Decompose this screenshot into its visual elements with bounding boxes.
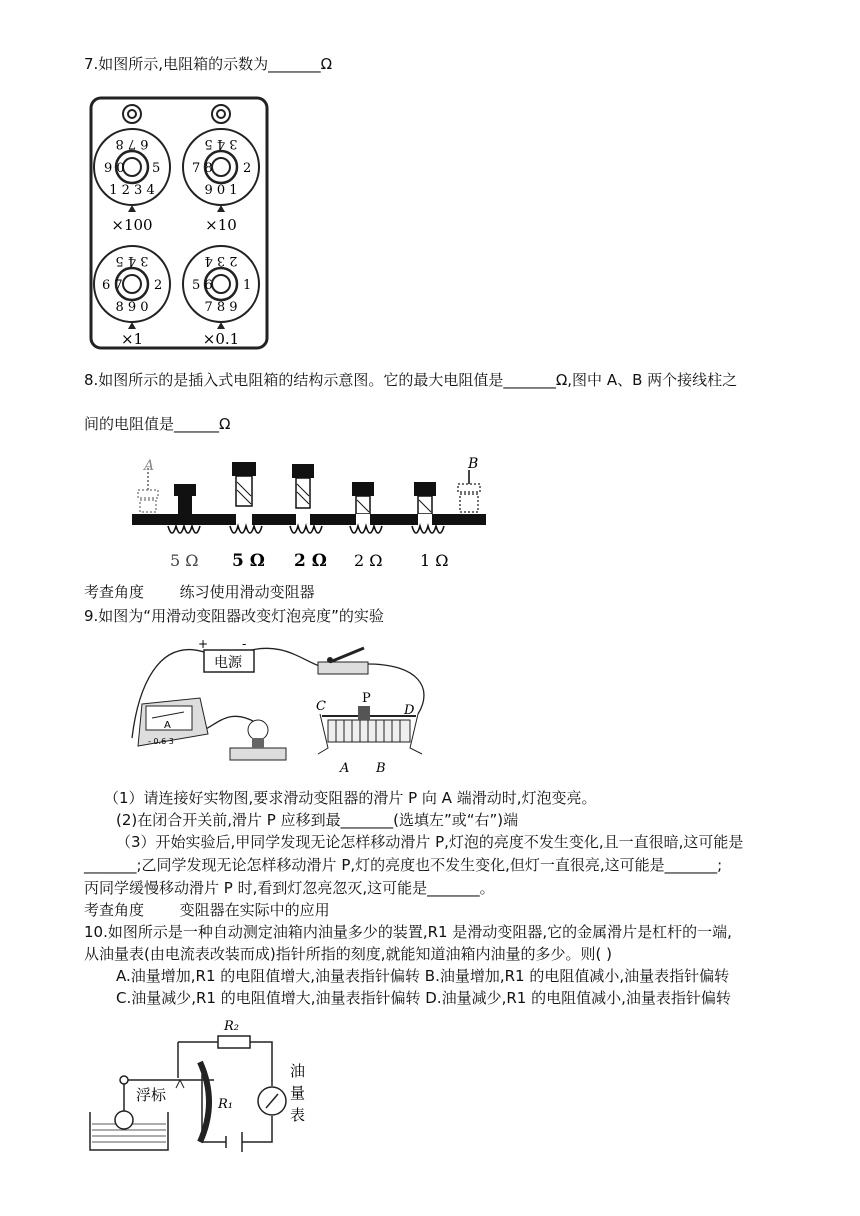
svg-text:7 8 9: 7 8 9 (204, 300, 238, 315)
svg-text:5 6: 5 6 (192, 278, 213, 293)
plug-1 (232, 462, 256, 506)
svg-text:3 4 5: 3 4 5 (204, 136, 238, 151)
r1-label: R₁ (218, 1097, 233, 1112)
r2-label: R₂ (224, 1019, 239, 1034)
q9-sub3-line1: （3）开始实验后,甲同学发现无论怎样移动滑片 P,灯泡的亮度不发生变化,且一直很暗,这可能是 (116, 833, 744, 851)
switch (318, 648, 368, 674)
power-supply (204, 650, 254, 672)
svg-text:1: 1 (243, 278, 252, 293)
svg-text:3 4 5: 3 4 5 (115, 253, 149, 268)
svg-text:2: 2 (154, 278, 163, 293)
terminal-b (458, 470, 480, 512)
q10-options-line1: A.油量增加,R1 的电阻值增大,油量表指针偏转 B.油量增加,R1 的电阻值减小,油量表指针偏转 (116, 967, 730, 985)
svg-text:5: 5 (152, 161, 161, 176)
dial-x100-label: ×100 (111, 216, 153, 234)
q9-sub2: (2)在闭合开关前,滑片 P 应移到最_______(选填左”或“右”)端 (116, 811, 519, 829)
svg-text:2 3 4: 2 3 4 (204, 253, 238, 268)
q8-text-line1: 8.如图所示的是插入式电阻箱的结构示意图。它的最大电阻值是_______Ω,图中 A、B 两个接线柱之 (84, 371, 738, 389)
q9-sub1: （1）请连接好实物图,要求滑动变阻器的滑片 P 向 A 端滑动时,灯泡变亮。 (104, 789, 597, 807)
svg-text:8 9 0: 8 9 0 (115, 300, 149, 315)
q7-text: 7.如图所示,电阻箱的示数为_______Ω (84, 55, 333, 73)
plug-4 (414, 482, 436, 514)
float-label: 浮标 (136, 1086, 167, 1104)
p-label: P (362, 691, 371, 706)
q9-circuit-figure (118, 628, 438, 778)
a-label: A (340, 761, 350, 776)
q9-sub3-line2: _______;乙同学发现无论怎样移动滑片 P,灯的亮度也不发生变化,但灯一直很亮,这可能是_______; (84, 856, 723, 874)
minus-label: - (242, 637, 247, 651)
dial-x10-label: ×10 (205, 216, 237, 234)
svg-text:6 7 8: 6 7 8 (115, 136, 149, 151)
ammeter-label: A (164, 720, 171, 731)
svg-text:7 8: 7 8 (192, 161, 213, 176)
r2-resistor (218, 1036, 250, 1048)
terminal-a (138, 468, 158, 512)
plus-label: + (198, 637, 209, 651)
c-label: C (316, 699, 326, 714)
svg-text:2: 2 (243, 161, 252, 176)
q10-options-line2: C.油量减少,R1 的电阻值增大,油量表指针偏转 D.油量减少,R1 的电阻值减小,油量表指针偏转 (116, 989, 731, 1007)
plug-2 (292, 464, 314, 508)
resistor-label-4: 2 Ω (354, 551, 383, 570)
svg-text:1 2 3 4: 1 2 3 4 (109, 183, 155, 198)
dial-x0-1-label: ×0.1 (202, 330, 240, 348)
section2-topic: 变阻器在实际中的应用 (179, 901, 330, 919)
section1-heading (84, 582, 315, 602)
oil-meter (258, 1087, 286, 1115)
section2-heading (84, 900, 330, 920)
section2-label: 考查角度 (84, 901, 145, 919)
plug-3 (352, 482, 374, 514)
terminal-b-label: B (468, 456, 479, 472)
meter-label-3: 表 (290, 1106, 306, 1124)
meter-label-1: 油 (290, 1062, 306, 1080)
b-label: B (376, 761, 386, 776)
q10-text-line1: 10.如图所示是一种自动测定油箱内油量多少的装置,R1 是滑动变阻器,它的金属滑片是杠杆的一端, (84, 923, 732, 941)
power-label: 电源 (214, 655, 242, 671)
q9-text: 9.如图为“用滑动变阻器改变灯泡亮度”的实验 (84, 607, 384, 625)
svg-text:9 0: 9 0 (104, 161, 125, 176)
q8-text-line2: 间的电阻值是______Ω (84, 415, 231, 433)
ammeter-scale: - 0.6 3 (148, 737, 174, 746)
ammeter (138, 698, 208, 746)
dial-x1-label: ×1 (120, 330, 144, 348)
q10-text-line2: 从油量表(由电流表改装而成)指针所指的刻度,就能知道油箱内油量的多少。则( ) (84, 945, 612, 963)
q8-plug-resistance-box-figure (118, 456, 490, 574)
bulb (230, 720, 286, 760)
resistor-label-3: 2 Ω (294, 551, 327, 571)
resistor-label-2: 5 Ω (232, 551, 265, 571)
meter-label-2: 量 (290, 1084, 306, 1102)
resistor-label-5: 1 Ω (420, 551, 449, 570)
svg-text:6 7: 6 7 (102, 278, 123, 293)
q7-resistance-box-figure (88, 96, 270, 352)
svg-text:9 0 1: 9 0 1 (204, 183, 238, 198)
q10-oil-gauge-figure (86, 1012, 326, 1154)
d-label: D (404, 703, 415, 718)
section1-topic: 练习使用滑动变阻器 (179, 583, 315, 601)
q9-sub3-line3: 丙同学缓慢移动滑片 P 时,看到灯忽亮忽灭,这可能是_______。 (84, 879, 495, 897)
terminal-a-label: A (144, 458, 155, 474)
resistor-label-1: 5 Ω (170, 551, 199, 570)
section1-label: 考查角度 (84, 583, 145, 601)
